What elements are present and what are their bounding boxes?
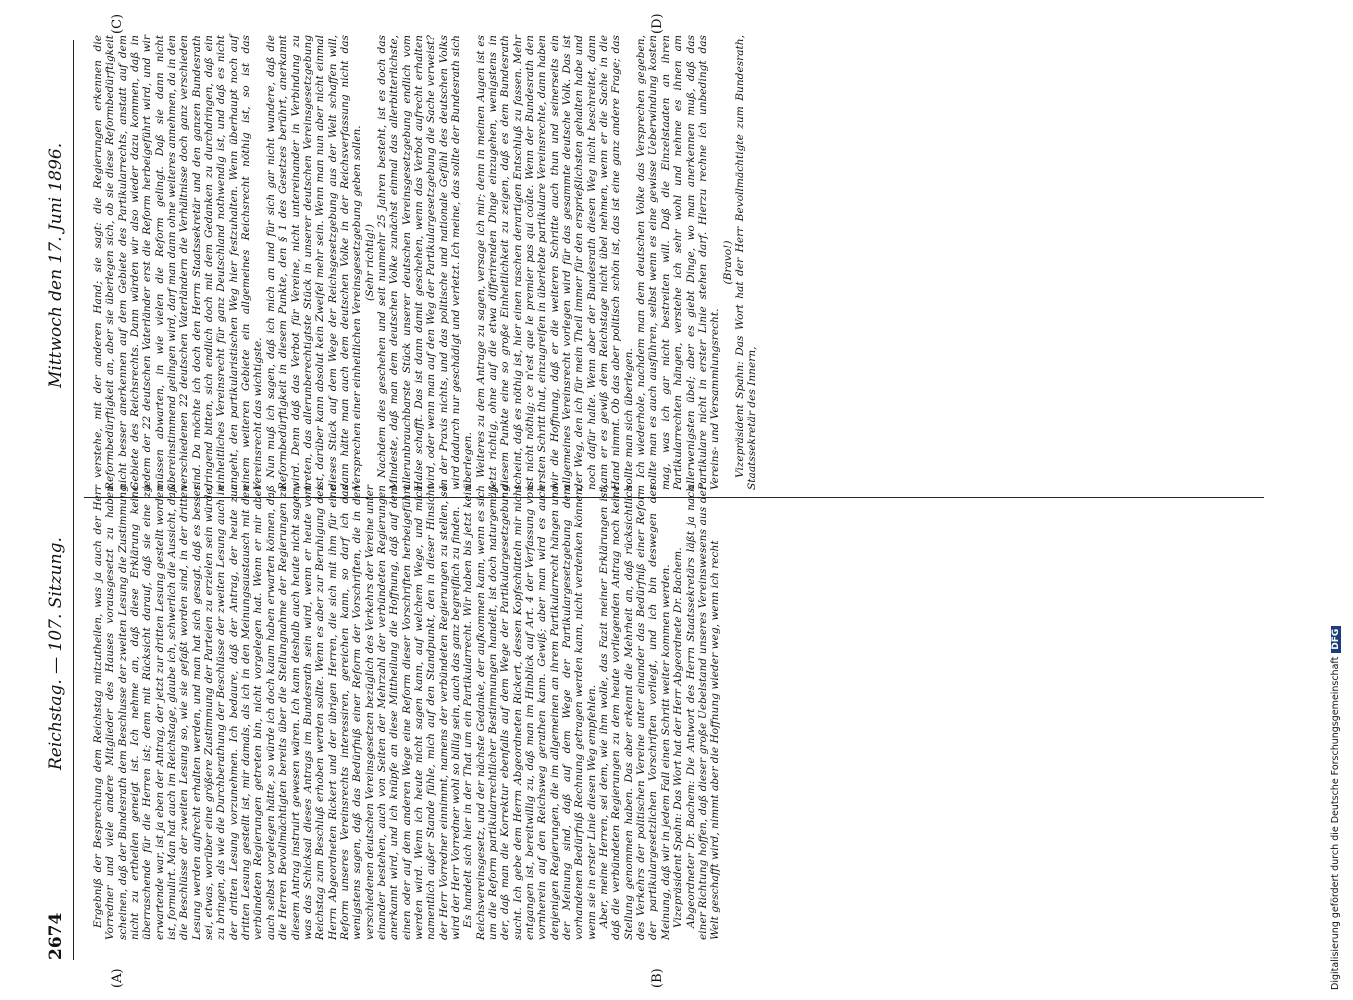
- left-text-column: [92, 485, 722, 940]
- session-title: Reichstag. — 107. Sitzung.: [46, 537, 66, 770]
- header-rule: [73, 40, 74, 960]
- paragraph: Nun muß ich sagen, daß ich mich an und für sich gar nicht wundere, daß die Reformbedürftigkeit in diesem Punkte, den § 1 des Gesetzes berührt, anerkannt wird. Denn daß das Verbot für Vereine, nicht untereinander in Verbindung zu treten, das allerunberechtigtste Stück in unserer deutschen Vereinsgesetzgebung ist, darüber kann absolut kein Zweifel mehr sein. Wenn man nun aber nicht einmal dieses Stück auf dem Wege der Reichsgesetzgebung aus der Welt schaffen will, dann hätte man auch dem deutschen Volke in der Reichsverfassung nicht das Versprechen einer einheitlichen Vereinsgesetzgebung geben sollen.: [264, 35, 364, 490]
- speaker-paragraph: Vizepräsident Spahn: Das Wort hat der Herr Bevollmächtigte zum Bundesrath, Staatssekretär des Innern,: [733, 35, 759, 490]
- paragraph: verstehe, mit der anderen Hand; sie sagt: die Regierungen erkennen die Reformbedürftigkeit an, aber sie überlegen sich, ob sie diese Reformbedürftigkeit nicht besser anerkennen auf dem Gebiete des Partikularrechts, anstatt auf dem Gebiete des Reichsrechts. Dann würden wir also wieder dazu kommen, daß in jedem der 22 deutschen Vaterländer erst die Reform herbeigeführt wird, und wir müssen abwarten, in wie vielen die Reform gelingt. Daß sie dann nicht übereinstimmend gelingen wird, darf man dann ohne weiteres annehmen, da in den verschiedenen 22 deutschen Vaterländern die Verhältnisse doch ganz verschieden sind. Da möchte ich doch den Herrn Staatssekretär und den ganzen Bundesrath dringend bitten, sich endlich doch mit dem Gedanken zu durchdringen, daß ein einheitliches Vereinsrecht für ganz Deutschland nothwendig ist, und daß es nicht angeht, den partikularistischen Weg hier festzuhalten. Wenn überhaupt noch auf einem weiteren Gebiete ein allgemeines Reichsrecht nöthig ist, so ist das Vereinsrecht das wichtigste.: [92, 35, 265, 490]
- digitization-note: Digitalisierung gefördert durch die Deutsche Forschungsgemeinschaft: [1330, 656, 1341, 990]
- interjection: (Bravo!): [721, 240, 734, 285]
- margin-marker-a: (A): [110, 968, 125, 988]
- paragraph: Nachdem dies geschehen und seit nunmehr 25 Jahren besteht, ist es doch das Mindeste, daß man dem deutschen Volke zunächst einmal das allerbitterlichste, allerunbrauchbarste Stück unserer deutschen Vereinsgesetzgebung endlich vom Halse schafft. Das ist dann damit geschehen, wenn das Verbot aufrecht erhalten wird, oder wenn man auf den Weg der Partikulargesetzgebung die Sache verweist? In der Praxis nichts, und das politische und nationale Gefühl des deutschen Volks wird dadurch nur geschädigt und verletzt. Ich meine, das sollte der Bundesrath sich überlegen.: [375, 35, 475, 490]
- page-header: [40, 0, 74, 1000]
- paragraph: Ich wiederhole, nachdem man dem deutschen Volke das Versprechen gegeben, sollte man es auch ausführen, selbst wenn es eine gewisse Ueberwindung kosten mag, was ich gar nicht bestreiten will. Daß die Einzelstaaten an ihren Partikularrechten hängen, verstehe ich sehr wohl und nehme es ihnen am allerwenigsten übel; aber es giebt Dinge, wo man anerkennen muß, daß das Partikulare nicht in erster Linie stehen darf. Hierzu rechne ich unbedingt das Vereins- und Versammlungsrecht.: [635, 35, 722, 490]
- paragraph: Ergebniß der Besprechung dem Reichstag mitzutheilen, was ja auch der Herr Vorredner und viele andere Mitglieder des Hauses vorausgesetzt zu haben scheinen, daß der Bundesrath dem Beschlusse der zweiten Lesung die Zustimmung nicht zu ertheilen geneigt ist. Ich nehme an, daß diese Erklärung keine überraschende für die Herren ist; denn mit Rücksicht darauf, daß sie eine zu erwartende war, ist ja eben der Antrag, der jetzt zur dritten Lesung gestellt worden ist, formulirt. Man hat auch im Reichstage, glaube ich, schwerlich die Aussicht, daß die Beschlüsse der zweiten Lesung so, wie sie gefaßt worden sind, in der dritten Lesung werden aufrecht erhalten werden, und man hat sich gesagt, daß es besser sei, etwas, worüber eine größere Zustimmung der Parteien zu erzielen sein würde, zu bringen, als wie die Durchberathung der Beschlüsse der zweiten Lesung auch in der dritten Lesung vorzunehmen. Ich bedaure, daß der Antrag, der heute zur dritten Lesung gestellt ist, mir damals, als ich in den Meinungsaustausch mit den verbündeten Regierungen getreten bin, nicht vorgelegen hat. Wenn er mir aber auch selbst vorgelegen hätte, so würde ich doch kaum haben erwarten können, daß die Herren Bevollmächtigten bereits über die Stellungnahme der Regierungen zu diesem Antrag instruirt gewesen wären. Ich kann deshalb auch heute nicht sagen, was das Schicksal dieses Antrags im Bundesrath sein wird, wenn er heute vom Reichstag zum Beschluß erhoben werden sollte. Wenn es aber zur Beruhigung des Herrn Abgeordneten Rickert und der übrigen Herren, die sich mit ihm für eine Reform unseres Vereinsrechts interessiren, gereichen kann, so darf ich das wenigstens sagen, daß das Bedürfniß einer Reform der Vorschriften, die in den verschiedenen deutschen Vereinsgesetzen bezüglich des Verkehrs der Vereine unter einander bestehen, auch von Seiten der Mehrzahl der verbündeten Regierungen anerkannt wird, und ich knüpfe an diese Mittheilung die Hoffnung, daß auf dem einen oder auf dem anderen Wege eine Reform dieser Vorschriften herbeigeführt werden wird. Wenn ich heute nicht sagen kann, auf welchem Wege, und mich namentlich außer Stande fühle, mich auf den Standpunkt, den in dieser Hinsicht der Herr Vorredner einnimmt, namens der verbündeten Regierungen zu stellen, so wird der Herr Vorredner wohl so billig sein, auch das ganz begreiflich zu finden.: [92, 485, 462, 940]
- margin-marker-b: (B): [650, 968, 665, 988]
- paragraph: Es handelt sich hier in der That um ein Partikularrecht. Wir haben bis jetzt kein Reichsvereinsgesetz, und der nächste Gedanke, der aufkommen kann, wenn es sich um die Reform partikularrechtlicher Bestimmungen handelt, ist doch naturgemäß der, daß man die Korrektur ebenfalls auf dem Wege der Partikulargesetzgebung sucht. Ich gebe dem Herrn Abgeordneten Rickert, dessen Kopfschütteln mir nicht entgangen ist, bereitwillig zu, daß man im Hinblick auf Art. 4 der Verfassung von vornherein auf den Reichsweg gerathen kann. Gewiß; aber man wird es auch denjenigen Regierungen, die im allgemeinen an ihrem Partikularrecht hängen und der Meinung sind, daß auf dem Wege der Partikulargesetzgebung dem vorhandenen Bedürfniß Rechnung getragen werden kann, nicht verdenken können, wenn sie in erster Linie diesen Weg empfehlen.: [462, 485, 598, 940]
- paragraph: Aber, meine Herren, sei dem, wie ihm wolle, das Fazit meiner Erklärungen ist, daß die verbündeten Regierungen zu dem heute vorliegenden Antrag noch keine Stellung genommen haben. Das aber erkennt die Mehrheit an, daß rücksichtlich des Verkehrs der politischen Vereine unter einander das Bedürfniß einer Reform der partikulargesetzlichen Vorschriften vorliegt, und ich bin deswegen der Meinung, daß wir in jedem Fall einen Schritt weiter kommen werden.: [598, 485, 672, 940]
- right-text-column: [92, 35, 759, 490]
- session-date: Mittwoch den 17. Juni 1896.: [46, 142, 66, 388]
- column-divider: [84, 497, 1264, 498]
- paragraph: Weiteres zu dem Antrage zu sagen, versage ich mir; denn in meinen Augen ist es jetzt richtig, ohne auf die etwa differirenden Dinge einzugehen, wenigstens in diesem Punkte eine so große Einheitlichkeit zu zeigen, daß es dem Bundesrath scheint, daß es nöthig ist, hier einen raschen derartigen Entschluß zu fassen. Mehr ist nicht nöthig; ce n'est que le premier pas qui coûte. Wenn der Bundesrath den ersten Schritt thut, einzugreifen in überlebte partikulare Vereinsrechte, dann haben wir die Hoffnung, daß er die weiteren Schritte auch thun und seinerseits ein allgemeines Vereinsrecht vorlegen wird für das gesammte deutsche Volk. Das ist der Weg, den ich für mein Theil immer für den ersprießlichsten gehalten habe und noch dafür halte. Wenn aber der Bundesrath diesen Weg nicht beschreitet, dann kann er es gewiß dem Reichstage nicht übel nehmen, wenn er die Sache in die Hand nimmt. Ob das aber politisch schön ist, das ist eine ganz andere Frage; das sollte man sich überlegen.: [474, 35, 635, 490]
- margin-marker-d: (D): [650, 13, 665, 34]
- page-number: 2674: [46, 912, 66, 960]
- digitization-footer: [1330, 10, 1341, 990]
- speaker-paragraph: Vizepräsident Spahn: Das Wort hat der Herr Abgeordnete Dr. Bachem.: [672, 547, 685, 928]
- margin-marker-c: (C): [110, 13, 125, 34]
- speaker-paragraph: Abgeordneter Dr. Bachem: Die Antwort des Herrn Staatssekretärs läßt ja nach einer Richtung hoffen, daß dieser große Uebelstand unseres Vereinswesens aus der Welt geschafft wird, nimmt aber die Hoffnung wieder weg, wenn ich recht: [684, 485, 722, 940]
- dfg-logo: DFG: [1331, 626, 1341, 653]
- interjection: (Sehr richtig!): [363, 224, 376, 301]
